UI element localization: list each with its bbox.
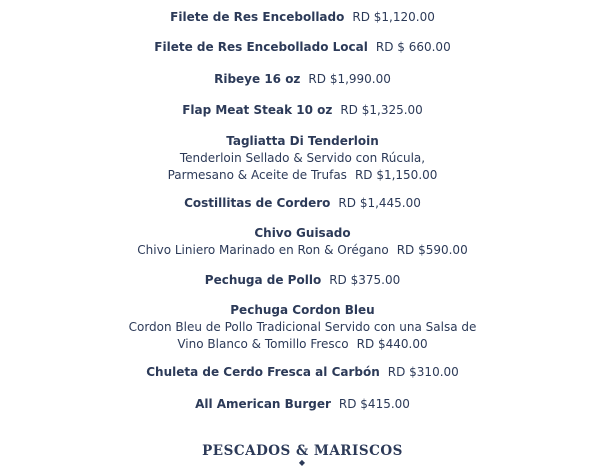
item-name: Flap Meat Steak 10 oz: [182, 103, 333, 117]
menu-item-flap-meat: [0, 102, 605, 119]
section-title-pescados-mariscos: PESCADOS & MARISCOS: [202, 443, 403, 459]
item-price: RD $1,445.00: [338, 196, 421, 210]
item-price: RD $440.00: [356, 337, 428, 351]
item-description-line2: Parmesano & Aceite de Trufas RD $1,150.00: [167, 168, 438, 182]
item-description-line2: Vino Blanco & Tomillo Fresco RD $440.00: [177, 337, 428, 351]
menu-item-costillitas: [0, 195, 605, 212]
menu-item-filete-encebollado: [0, 9, 605, 26]
item-price: RD $1,325.00: [340, 103, 423, 117]
item-name: Pechuga Cordon Bleu: [230, 303, 375, 317]
menu-item-cordon-bleu: [0, 302, 605, 353]
menu-item-chivo-guisado: [0, 225, 605, 259]
item-name: Chivo Guisado: [254, 226, 351, 240]
menu-item-tagliatta: [0, 133, 605, 184]
menu-item-ribeye: [0, 71, 605, 88]
item-name: Costillitas de Cordero: [184, 196, 331, 210]
item-name: Ribeye 16 oz: [214, 72, 301, 86]
menu-item-chuleta-cerdo: [0, 364, 605, 381]
item-price: RD $590.00: [396, 243, 468, 257]
item-price: RD $415.00: [338, 397, 410, 411]
decorative-ornament-icon: ◆: [298, 458, 306, 467]
item-name: Pechuga de Pollo: [204, 273, 322, 287]
item-name: Filete de Res Encebollado Local: [154, 40, 368, 54]
item-price: RD $ 660.00: [375, 40, 451, 54]
item-price: RD $1,120.00: [352, 10, 435, 24]
menu-item-pechuga-pollo: [0, 272, 605, 289]
item-name: Filete de Res Encebollado: [170, 10, 345, 24]
item-price: RD $1,150.00: [354, 168, 438, 182]
item-description: Tenderloin Sellado & Servido con Rúcula,: [179, 151, 426, 165]
item-name: All American Burger: [195, 397, 331, 411]
item-price: RD $310.00: [387, 365, 459, 379]
item-price: RD $1,990.00: [308, 72, 391, 86]
item-name: Tagliatta Di Tenderloin: [226, 134, 379, 148]
menu-item-filete-encebollado-local: [0, 39, 605, 56]
menu-item-american-burger: [0, 396, 605, 413]
item-price: RD $375.00: [329, 273, 401, 287]
item-description: Cordon Bleu de Pollo Tradicional Servido con una Salsa de: [128, 320, 477, 334]
item-description: Chivo Liniero Marinado en Ron & Orégano RD $590.00: [137, 243, 468, 257]
item-name: Chuleta de Cerdo Fresca al Carbón: [146, 365, 380, 379]
